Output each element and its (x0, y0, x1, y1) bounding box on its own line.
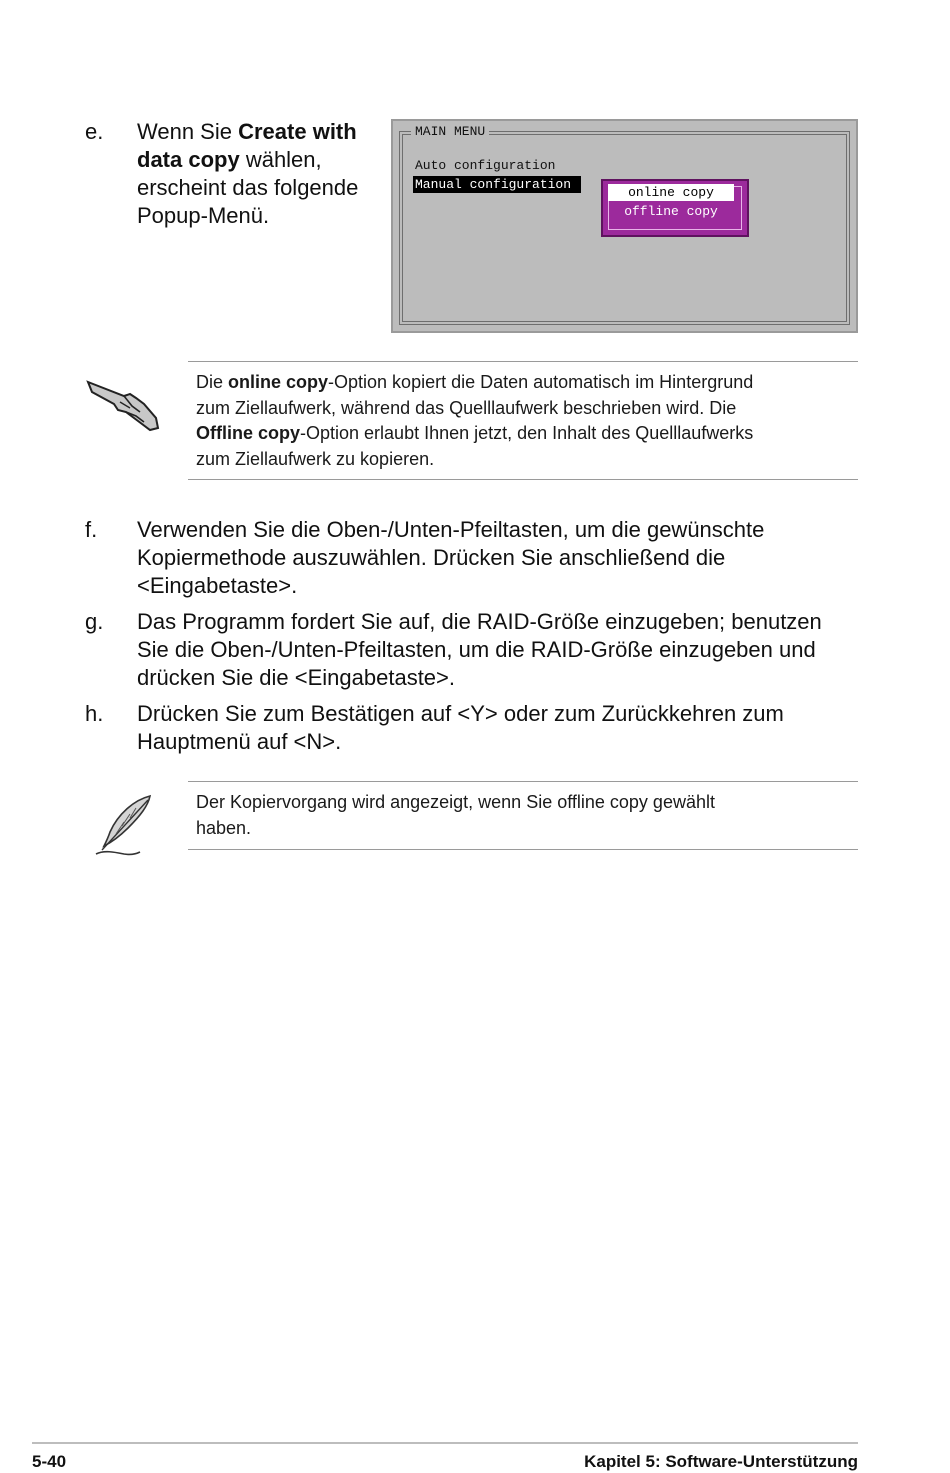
note1-bottom-rule (188, 479, 858, 480)
bios-item-auto-configuration[interactable]: Auto configuration (415, 158, 556, 173)
bios-item-manual-configuration[interactable]: Manual configuration (413, 176, 581, 193)
note2-line-1: Der Kopiervorgang wird angezeigt, wenn Sie offline copy gewählt (196, 792, 715, 812)
step-f-line-3: <Eingabetaste>. (137, 573, 298, 598)
step-h-line-2: Hauptmenü auf <N>. (137, 729, 342, 754)
step-g-line-1: Das Programm fordert Sie auf, die RAID-Größe einzugeben; benutzen (137, 609, 822, 634)
step-e-letter: e. (85, 119, 104, 144)
step-f-text (137, 516, 857, 600)
step-g-text (137, 608, 857, 692)
note1-line-2: zum Ziellaufwerk, während das Quelllaufwerk beschrieben wird. Die (196, 397, 737, 418)
copy-mode-popup (601, 179, 749, 237)
footer-page-number: 5-40 (32, 1452, 67, 1471)
bios-main-menu-screenshot (391, 119, 858, 333)
step-g-letter: g. (85, 609, 104, 634)
note1-text (196, 370, 856, 472)
step-e-text (137, 118, 387, 230)
step-e-line-4: Popup-Menü. (137, 203, 270, 228)
step-e-line-2 (137, 146, 387, 174)
step-g-line-2: Sie die Oben-/Unten-Pfeiltasten, um die RAID-Größe einzugeben und (137, 637, 816, 662)
note2-top-rule (188, 781, 858, 782)
quill-pen-icon (90, 792, 156, 858)
step-e-bold-2: data copy (137, 147, 240, 172)
step-h-text (137, 700, 857, 756)
note1-p3: -Option erlaubt Ihnen jetzt, den Inhalt des Quelllaufwerks (300, 423, 754, 443)
step-h-line-1: Drücken Sie zum Bestätigen auf <Y> oder zum Zurückkehren zum (137, 701, 784, 726)
step-e-text-pre: Wenn Sie (137, 119, 239, 144)
note1-top-rule (188, 361, 858, 362)
note2-bottom-rule (188, 849, 858, 850)
step-f-line-2: Kopiermethode auszuwählen. Drücken Sie anschließend die (137, 545, 726, 570)
note1-line-1 (196, 370, 856, 396)
popup-option-offline-copy[interactable]: offline copy (624, 204, 718, 219)
footer-rule (32, 1442, 858, 1444)
popup-option-online-copy[interactable]: online copy (608, 184, 734, 201)
note1-p1: Die (196, 372, 229, 392)
step-e-line-3: erscheint das folgende (137, 175, 359, 200)
step-e-line-1 (137, 118, 387, 146)
note1-p2: -Option kopiert die Daten automatisch im Hintergrund (328, 372, 754, 392)
step-f-letter: f. (85, 517, 98, 542)
step-f-line-1: Verwenden Sie die Oben-/Unten-Pfeiltasten, um die gewünschte (137, 517, 765, 542)
step-h-letter: h. (85, 701, 104, 726)
footer-chapter-title: Kapitel 5: Software-Unterstützung (584, 1452, 858, 1471)
note1-line-3 (196, 421, 856, 447)
note1-bold-offline-copy: Offline copy (196, 423, 301, 443)
note1-bold-online-copy: online copy (228, 372, 329, 392)
step-e-bold-1: Create with (238, 119, 357, 144)
pointing-hand-icon (84, 372, 164, 438)
step-e-text-mid: wählen, (239, 147, 322, 172)
bios-menu-title: MAIN MENU (411, 124, 489, 140)
note1-line-4: zum Ziellaufwerk zu kopieren. (196, 448, 435, 469)
note2-text (196, 790, 856, 841)
note2-line-2: haben. (196, 817, 252, 838)
step-g-line-3: drücken Sie die <Eingabetaste>. (137, 665, 456, 690)
